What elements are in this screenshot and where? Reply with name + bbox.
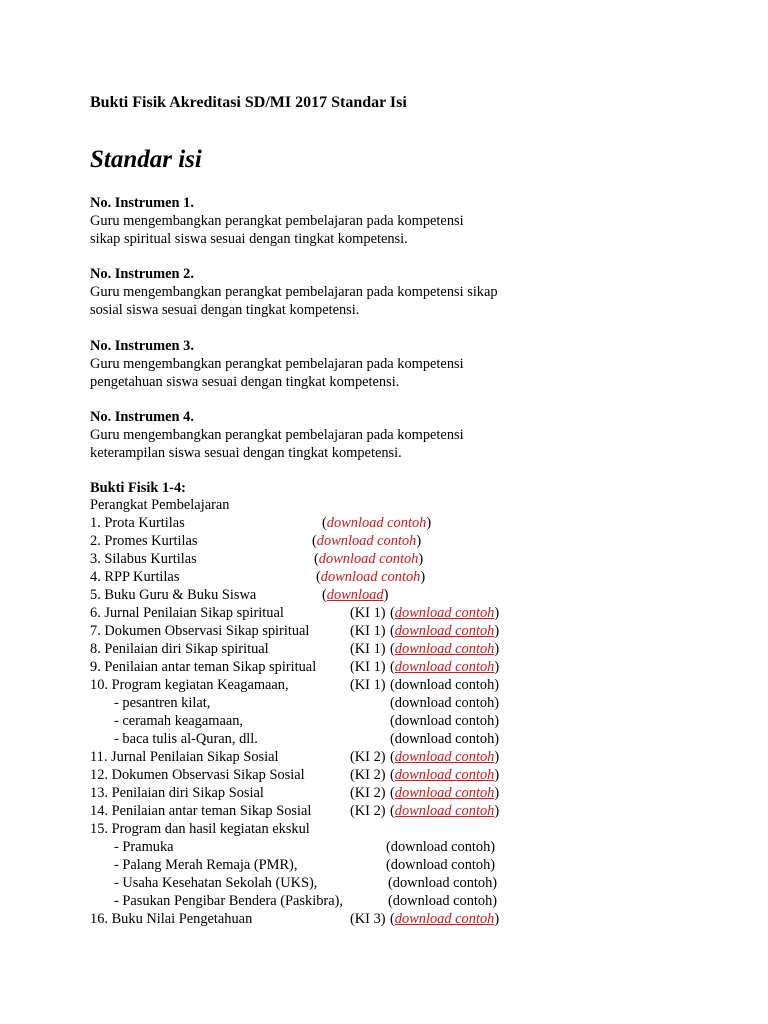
download-group (390, 658, 499, 676)
item-label: 2. Promes Kurtilas (90, 533, 198, 549)
bukti-fisik-heading: Bukti Fisik 1-4: (90, 480, 186, 496)
list-item (90, 676, 530, 694)
instrument-4 (90, 408, 464, 462)
list-item (90, 640, 530, 658)
item-label: - Pasukan Pengibar Bendera (Paskibra), (114, 893, 343, 909)
instrument-desc-line: sikap spiritual siswa sesuai dengan tingkat kompetensi. (90, 231, 408, 247)
paren-close: ) (416, 533, 422, 549)
instrument-desc-line: sosial siswa sesuai dengan tingkat kompetensi. (90, 302, 360, 318)
item-label: 14. Penilaian antar teman Sikap Sosial (90, 803, 312, 819)
paren-open: ( (316, 569, 321, 585)
download-group (390, 802, 499, 820)
item-label: 15. Program dan hasil kegiatan ekskul (90, 821, 310, 837)
instrument-desc-line: Guru mengembangkan perangkat pembelajaran pada kompetensi (90, 427, 464, 443)
download-link[interactable]: download contoh (394, 785, 495, 801)
paren-open: ( (390, 803, 395, 819)
download-group (390, 676, 499, 694)
instrument-desc-line: pengetahuan siswa sesuai dengan tingkat kompetensi. (90, 374, 400, 390)
instrument-2 (90, 265, 498, 319)
paren-close: ) (494, 767, 500, 783)
item-label: 7. Dokumen Observasi Sikap spiritual (90, 623, 310, 639)
download-link[interactable]: download contoh (394, 911, 495, 927)
item-label: 5. Buku Guru & Buku Siswa (90, 587, 257, 603)
download-link: (download contoh) (388, 893, 498, 909)
list-item (90, 856, 530, 874)
paren-close: ) (420, 569, 426, 585)
ki-label: (KI 1) (350, 641, 386, 657)
download-group (322, 514, 431, 532)
download-group (322, 586, 388, 604)
paren-open: ( (390, 623, 395, 639)
download-group (390, 712, 499, 730)
instrument-number: No. Instrumen 2. (90, 266, 194, 282)
paren-open: ( (390, 911, 395, 927)
download-link[interactable]: download contoh (394, 659, 495, 675)
download-link: (download contoh) (390, 677, 500, 693)
ki-label: (KI 1) (350, 605, 386, 621)
instrument-number: No. Instrumen 1. (90, 195, 194, 211)
item-label: 8. Penilaian diri Sikap spiritual (90, 641, 269, 657)
download-link[interactable]: download contoh (316, 533, 417, 549)
item-label: 11. Jurnal Penilaian Sikap Sosial (90, 749, 279, 765)
download-link[interactable]: download contoh (394, 749, 495, 765)
item-label: 16. Buku Nilai Pengetahuan (90, 911, 253, 927)
instrument-3 (90, 337, 464, 391)
download-link[interactable]: download contoh (394, 641, 495, 657)
download-link[interactable]: download contoh (318, 551, 419, 567)
item-label: 12. Dokumen Observasi Sikap Sosial (90, 767, 305, 783)
item-label: 1. Prota Kurtilas (90, 515, 185, 531)
paren-close: ) (494, 785, 500, 801)
paren-close: ) (383, 587, 389, 603)
list-item (90, 838, 530, 856)
item-label: - Usaha Kesehatan Sekolah (UKS), (114, 875, 318, 891)
instrument-number: No. Instrumen 3. (90, 338, 194, 354)
paren-close: ) (494, 641, 500, 657)
download-group (390, 694, 499, 712)
download-link[interactable]: download contoh (394, 605, 495, 621)
download-group (312, 532, 421, 550)
list-item (90, 910, 530, 928)
download-group (386, 856, 495, 874)
item-label: 10. Program kegiatan Keagamaan, (90, 677, 289, 693)
list-item (90, 514, 530, 532)
paren-open: ( (312, 533, 317, 549)
list-item (90, 874, 530, 892)
paren-close: ) (418, 551, 424, 567)
instrument-desc-line: Guru mengembangkan perangkat pembelajaran pada kompetensi sikap (90, 284, 498, 300)
download-link: (download contoh) (388, 875, 498, 891)
paren-close: ) (494, 659, 500, 675)
download-link: (download contoh) (390, 695, 500, 711)
ki-label: (KI 2) (350, 767, 386, 783)
item-label: - Pramuka (114, 839, 174, 855)
download-group (386, 838, 495, 856)
ki-label: (KI 3) (350, 911, 386, 927)
list-item (90, 550, 530, 568)
download-group (314, 550, 423, 568)
instrument-number: No. Instrumen 4. (90, 409, 194, 425)
download-link: (download contoh) (390, 731, 500, 747)
paren-open: ( (390, 785, 395, 801)
instrument-desc-line: Guru mengembangkan perangkat pembelajaran pada kompetensi (90, 213, 464, 229)
list-item (90, 802, 530, 820)
paren-open: ( (390, 749, 395, 765)
paren-close: ) (494, 911, 500, 927)
list-item (90, 586, 530, 604)
item-label: 13. Penilaian diri Sikap Sosial (90, 785, 264, 801)
paren-open: ( (322, 587, 327, 603)
paren-open: ( (390, 659, 395, 675)
instrument-desc-line: Guru mengembangkan perangkat pembelajaran pada kompetensi (90, 356, 464, 372)
list-item (90, 748, 530, 766)
item-label: 9. Penilaian antar teman Sikap spiritual (90, 659, 317, 675)
item-label: - ceramah keagamaan, (114, 713, 244, 729)
paren-close: ) (426, 515, 432, 531)
ki-label: (KI 2) (350, 749, 386, 765)
download-group (388, 874, 497, 892)
download-link: (download contoh) (386, 839, 496, 855)
document-title: Bukti Fisik Akreditasi SD/MI 2017 Standar Isi (90, 94, 407, 111)
list-item (90, 712, 530, 730)
paren-open: ( (314, 551, 319, 567)
paren-open: ( (390, 605, 395, 621)
download-group (390, 784, 499, 802)
paren-open: ( (322, 515, 327, 531)
download-group (390, 730, 499, 748)
ki-label: (KI 2) (350, 803, 386, 819)
download-link[interactable]: download contoh (394, 767, 495, 783)
item-label: - Palang Merah Remaja (PMR), (114, 857, 298, 873)
list-item (90, 892, 530, 910)
bukti-fisik-subheading: Perangkat Pembelajaran (90, 497, 230, 513)
list-item (90, 784, 530, 802)
download-link[interactable]: download contoh (394, 803, 495, 819)
download-group (390, 910, 499, 928)
download-group (390, 622, 499, 640)
download-link: (download contoh) (390, 713, 500, 729)
instrument-desc-line: keterampilan siswa sesuai dengan tingkat kompetensi. (90, 445, 402, 461)
download-group (316, 568, 425, 586)
ki-label: (KI 1) (350, 623, 386, 639)
download-group (390, 640, 499, 658)
download-group (390, 766, 499, 784)
section-heading: Standar isi (90, 146, 202, 173)
download-group (390, 604, 499, 622)
list-item (90, 532, 530, 550)
download-link: (download contoh) (386, 857, 496, 873)
list-item (90, 694, 530, 712)
paren-open: ( (390, 641, 395, 657)
paren-close: ) (494, 623, 500, 639)
list-item (90, 622, 530, 640)
list-item (90, 658, 530, 676)
list-item (90, 568, 530, 586)
ki-label: (KI 1) (350, 659, 386, 675)
item-label: - pesantren kilat, (114, 695, 211, 711)
item-label: - baca tulis al-Quran, dll. (114, 731, 258, 747)
item-label: 4. RPP Kurtilas (90, 569, 180, 585)
paren-close: ) (494, 605, 500, 621)
download-group (388, 892, 497, 910)
download-link[interactable]: download contoh (394, 623, 495, 639)
item-label: 3. Silabus Kurtilas (90, 551, 197, 567)
list-item (90, 766, 530, 784)
ki-label: (KI 1) (350, 677, 386, 693)
item-label: 6. Jurnal Penilaian Sikap spiritual (90, 605, 284, 621)
download-link[interactable]: download (326, 587, 384, 603)
download-link[interactable]: download contoh (320, 569, 421, 585)
paren-close: ) (494, 803, 500, 819)
list-item (90, 604, 530, 622)
list-item (90, 820, 530, 838)
instrument-1 (90, 194, 464, 248)
download-group (390, 748, 499, 766)
paren-close: ) (494, 749, 500, 765)
paren-open: ( (390, 767, 395, 783)
download-link[interactable]: download contoh (326, 515, 427, 531)
list-item (90, 730, 530, 748)
ki-label: (KI 2) (350, 785, 386, 801)
